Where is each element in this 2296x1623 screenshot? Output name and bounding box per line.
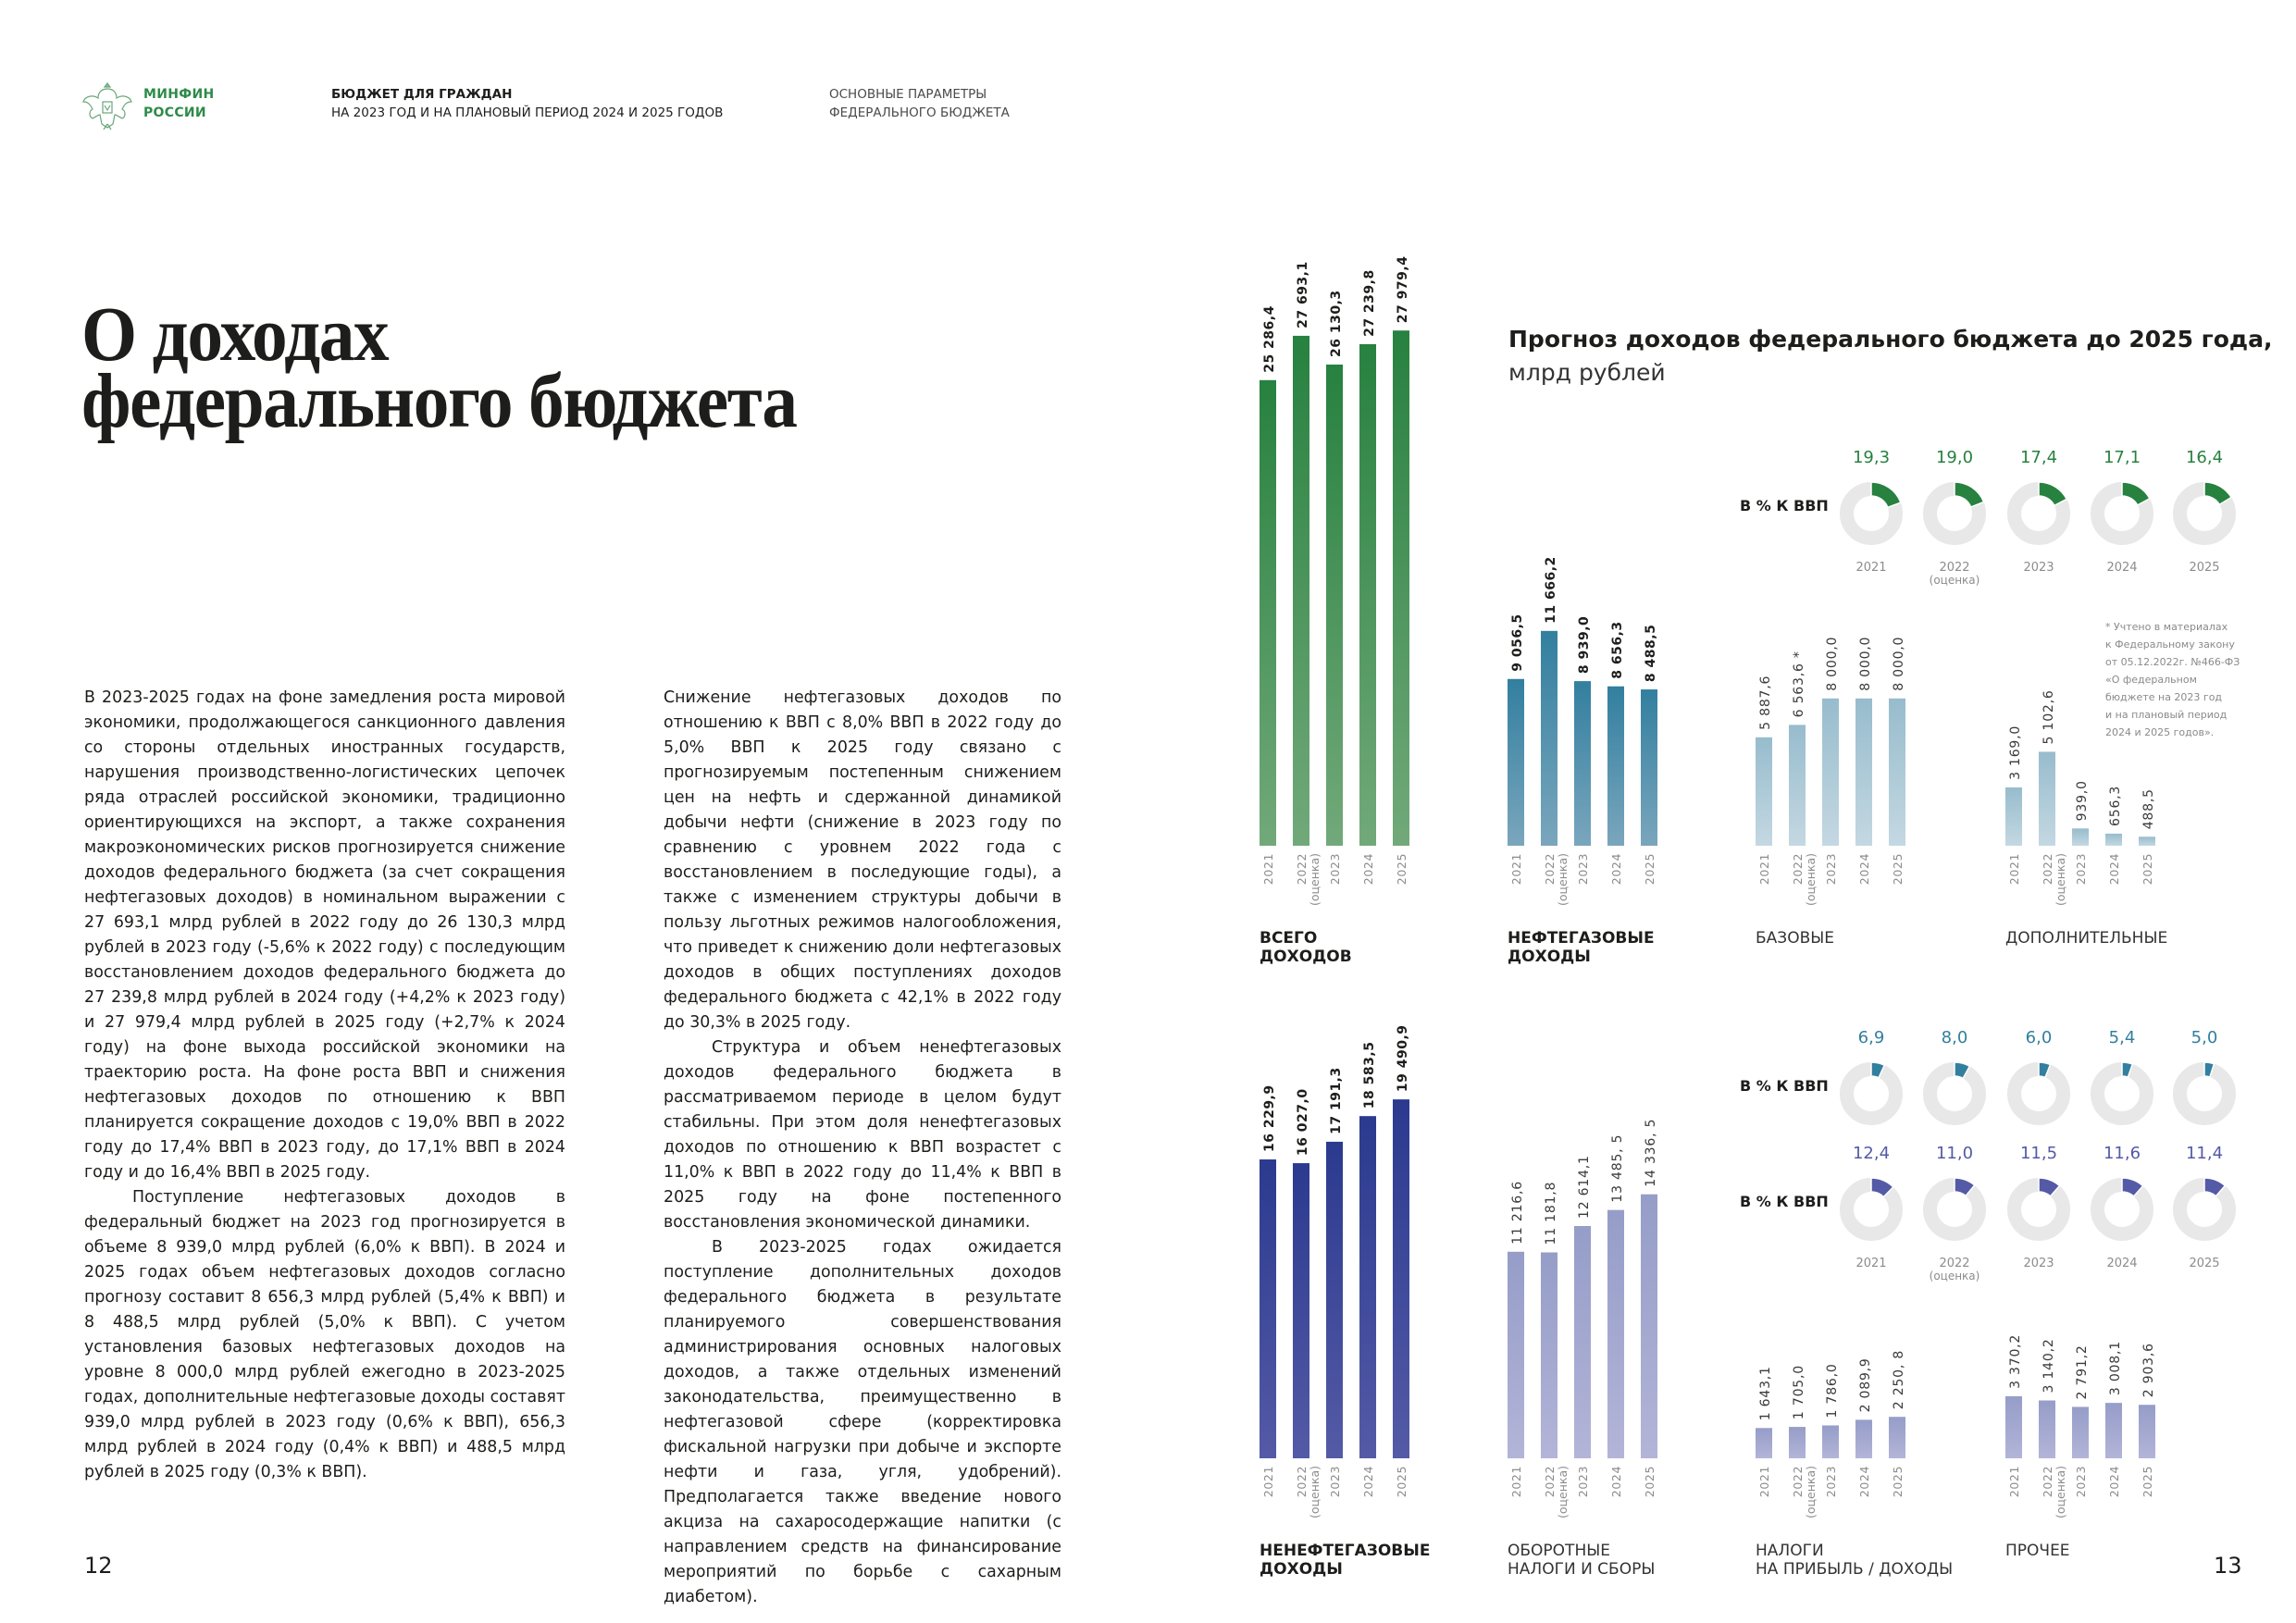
bar-value-label: 8 000,0	[1892, 636, 1906, 691]
year-tick-label: 2023	[1328, 1466, 1342, 1498]
category-label-line-2: ДОХОДОВ	[1260, 948, 1352, 966]
year-tick-label: 2021	[1757, 1466, 1771, 1498]
year-tick-label: 2025	[1395, 1466, 1409, 1498]
footnote-line: бюджете на 2023 год	[2105, 691, 2223, 703]
section-title-line-1: ОСНОВНЫЕ ПАРАМЕТРЫ	[829, 87, 987, 102]
bar-total-2024	[1359, 344, 1376, 846]
year-tick-label: 2021	[2007, 1466, 2021, 1498]
bar-group-additional	[2005, 689, 2156, 906]
bar-value-label: 656,3	[2108, 785, 2123, 826]
year-tick-label: 2024	[1857, 1466, 1871, 1498]
bar-oil-gas-2023	[1574, 681, 1591, 846]
bar-value-label: 14 336, 5	[1644, 1118, 1658, 1187]
bar-oil-gas-2022	[1541, 631, 1558, 846]
bar-total-2022	[1293, 336, 1309, 846]
bar-value-label: 488,5	[2141, 788, 2156, 830]
bar-value-label: 8 656,3	[1610, 621, 1625, 679]
donut-year-label: 2025	[2189, 1257, 2220, 1270]
year-tick-label: 2023	[1824, 853, 1838, 886]
bar-additional-2024	[2105, 834, 2122, 846]
chart-title: Прогноз доходов федерального бюджета до 2025 года,	[1508, 326, 2273, 353]
year-tick-label: 2025	[2141, 853, 2154, 886]
donut-value-label: 12,4	[1852, 1144, 1891, 1163]
bar-value-label: 27 693,1	[1296, 261, 1310, 328]
document-title-main: БЮДЖЕТ ДЛЯ ГРАЖДАН	[331, 87, 513, 102]
category-label-line-1: НЕФТЕГАЗОВЫЕ	[1508, 929, 1655, 948]
year-tick-note: (оценка)	[1804, 853, 1818, 906]
donut-row-non-oil-gas-gdp	[1847, 1144, 2229, 1234]
document-title-sub: НА 2023 ГОД И НА ПЛАНОВЫЙ ПЕРИОД 2024 И 2025 ГОДОВ	[331, 105, 724, 120]
footnote-line: 2024 и 2025 годов».	[2105, 726, 2215, 738]
year-tick-label: 2023	[1824, 1466, 1838, 1498]
bar-other-2025	[2139, 1405, 2155, 1458]
donut-year-label: 2021	[1855, 1257, 1887, 1270]
bar-other-2021	[2005, 1396, 2022, 1458]
donut-year-label: 2022	[1939, 1257, 1970, 1270]
bar-value-label: 3 008,1	[2108, 1341, 2123, 1396]
bar-value-label: 12 614,1	[1577, 1155, 1592, 1219]
year-tick-note: (оценка)	[1308, 1466, 1322, 1518]
donut-value-label: 11,0	[1935, 1144, 1974, 1163]
donut-share-2021	[1871, 482, 1901, 507]
category-label-line-1: ПРОЧЕЕ	[2005, 1542, 2070, 1560]
year-tick-label: 2023	[1328, 853, 1342, 886]
bar-value-label: 1 786,0	[1825, 1363, 1840, 1419]
donut-year-note: (оценка)	[1929, 1270, 1980, 1282]
year-tick-label: 2023	[2074, 1466, 2088, 1498]
year-tick-label: 2024	[1361, 1466, 1375, 1498]
chart-subtitle: млрд рублей	[1508, 359, 1666, 386]
year-tick-label: 2022	[1543, 1466, 1557, 1498]
donut-value-label: 11,5	[2019, 1144, 2058, 1163]
footnote-line: * Учтено в материалах	[2105, 621, 2228, 633]
footnote-line: и на плановый период	[2105, 709, 2228, 721]
category-label-line-2: НАЛОГИ И СБОРЫ	[1508, 1560, 1656, 1579]
bar-value-label: 1 705,0	[1792, 1365, 1806, 1420]
year-tick-note: (оценка)	[1556, 1466, 1570, 1518]
bar-value-label: 27 239,8	[1362, 269, 1377, 337]
bar-oil-gas-2021	[1508, 679, 1524, 846]
year-tick-note: (оценка)	[1556, 853, 1570, 906]
category-label-line-1: ОБОРОТНЫЕ	[1508, 1542, 1610, 1560]
year-tick-label: 2024	[1361, 853, 1375, 886]
bar-group-turnover-taxes	[1508, 1119, 1658, 1518]
donut-value-label: 6,0	[2025, 1028, 2053, 1047]
category-label-line-1: БАЗОВЫЕ	[1756, 929, 1834, 948]
bar-value-label: 27 979,4	[1396, 255, 1410, 324]
donut-year-note: (оценка)	[1929, 574, 1980, 587]
bar-value-label: 18 583,5	[1362, 1041, 1377, 1109]
bar-group-profit-income-taxes	[1756, 1350, 1906, 1518]
bar-non-oil-gas-2024	[1359, 1116, 1376, 1458]
footnote-line: от 05.12.2022г. №466-ФЗ	[2105, 656, 2240, 668]
year-tick-label: 2022	[1791, 853, 1805, 886]
bar-non-oil-gas-2023	[1326, 1142, 1343, 1458]
year-tick-label: 2024	[2107, 1466, 2121, 1498]
bar-group-other	[2005, 1334, 2156, 1518]
bar-group-oil-gas	[1508, 556, 1658, 906]
bar-total-2025	[1393, 330, 1409, 846]
bar-oil-gas-2024	[1607, 687, 1624, 846]
bar-group-total	[1260, 256, 1410, 906]
bar-value-label: 11 666,2	[1544, 556, 1558, 624]
bar-value-label: 5 102,6	[2042, 689, 2056, 745]
donut-year-label: 2023	[2023, 561, 2054, 575]
bar-value-label: 1 643,1	[1758, 1366, 1773, 1421]
donut-year-label: 2024	[2106, 561, 2138, 575]
bar-value-label: 11 181,8	[1544, 1181, 1558, 1245]
bar-other-2023	[2072, 1406, 2089, 1458]
bar-value-label: 11 216,6	[1510, 1181, 1525, 1245]
bar-base-2021	[1756, 737, 1772, 846]
year-tick-label: 2021	[1509, 1466, 1523, 1498]
year-tick-note: (оценка)	[2054, 1466, 2067, 1518]
year-tick-label: 2021	[1757, 853, 1771, 886]
bar-value-label: 13 485, 5	[1610, 1134, 1625, 1203]
bar-value-label: 16 229,9	[1262, 1084, 1277, 1153]
year-tick-label: 2025	[2141, 1466, 2154, 1498]
paragraph: В 2023-2025 годах ожидается поступление дополнительных доходов федерального бюджета в результате планируемого совершенствования администрирования основных налоговых доходов, а также отдельных изменений законодательства, преимущественно в нефтегазовой сфере (корректировка фискальной нагрузки при добыче и экспорте нефти и газа, угля, удобрений). Предполагается также введение нового акциза на сахаросодержащие напитки (с направлением средств на финансирование мероприятий по борьбе с сахарным диабетом).	[664, 1238, 1061, 1606]
gdp-share-label: В % К ВВП	[1740, 1077, 1829, 1095]
bar-other-2022	[2039, 1401, 2055, 1458]
bar-additional-2025	[2139, 836, 2155, 846]
bar-turnover-taxes-2024	[1607, 1210, 1624, 1458]
footnote-line: «О федеральном	[2105, 674, 2197, 686]
bar-value-label: 3 370,2	[2008, 1333, 2023, 1389]
paragraph: Снижение нефтегазовых доходов по отношению к ВВП с 8,0% ВВП в 2022 году до 5,0% ВВП к 2025 году связано с прогнозируемым постепенным снижением цен на нефть и сдержанной динамикой добычи нефти (снижение в 2023 году по сравнению с уровнем 2022 года с восстановлением в последующие годы), а также с изменением структуры добычи в пользу льготных режимов налогообложения, что приведет к снижению доли нефтегазовых доходов в общих поступлениях доходов федерального бюджета с 42,1% в 2022 году до 30,3% в 2025 году.	[664, 688, 1061, 1032]
donut-value-label: 8,0	[1941, 1028, 1968, 1047]
page-title-line-1: О доходах	[81, 291, 389, 378]
donut-value-label: 19,0	[1935, 448, 1974, 467]
donut-year-label: 2023	[2023, 1257, 2054, 1270]
year-tick-label: 2021	[1261, 1466, 1275, 1498]
bar-value-label: 8 000,0	[1858, 636, 1873, 691]
year-tick-label: 2024	[2107, 853, 2121, 886]
bar-base-2023	[1822, 699, 1839, 846]
donut-value-label: 6,9	[1857, 1028, 1885, 1047]
category-label-line-2: ДОХОДЫ	[1508, 948, 1591, 966]
year-tick-label: 2023	[2074, 853, 2088, 886]
bar-group-non-oil-gas	[1260, 1024, 1410, 1518]
year-tick-label: 2022	[1543, 853, 1557, 886]
bar-additional-2022	[2039, 751, 2055, 846]
bar-turnover-taxes-2023	[1574, 1226, 1591, 1458]
bar-base-2022	[1789, 725, 1806, 846]
bar-profit-income-taxes-2021	[1756, 1428, 1772, 1458]
year-tick-label: 2022	[2041, 853, 2054, 886]
donut-value-label: 19,3	[1852, 448, 1891, 467]
category-label-line-1: ВСЕГО	[1260, 929, 1318, 948]
year-tick-label: 2021	[1509, 853, 1523, 886]
donut-value-label: 17,4	[2019, 448, 2058, 467]
year-tick-label: 2022	[1295, 1466, 1309, 1498]
gdp-share-label: В % К ВВП	[1740, 1193, 1829, 1210]
donut-year-label: 2024	[2106, 1257, 2138, 1270]
page-title-line-2: федерального бюджета	[81, 358, 797, 444]
section-title-line-2: ФЕДЕРАЛЬНОГО БЮДЖЕТА	[829, 105, 1010, 120]
bar-oil-gas-2025	[1641, 689, 1657, 846]
donut-value-label: 16,4	[2185, 448, 2224, 467]
bar-profit-income-taxes-2023	[1822, 1425, 1839, 1458]
year-tick-label: 2024	[1857, 853, 1871, 886]
bar-value-label: 8 488,5	[1644, 624, 1658, 683]
year-tick-label: 2025	[1395, 853, 1409, 886]
page-number-left: 12	[84, 1553, 113, 1579]
donut-year-label: 2022	[1939, 561, 1970, 575]
year-tick-label: 2023	[1576, 1466, 1590, 1498]
bar-turnover-taxes-2021	[1508, 1252, 1524, 1458]
paragraph: Структура и объем ненефтегазовых доходов федерального бюджета в рассматриваемом периоде в целом будут стабильны. При этом доля ненефтегазовых доходов по отношению к ВВП возрастет с 11,0% к ВВП в 2022 году до 11,4% к ВВП в 2025 году на фоне постепенного восстановления экономической динамики.	[664, 1038, 1061, 1232]
category-label-line-1: НЕНЕФТЕГАЗОВЫЕ	[1260, 1542, 1431, 1560]
year-tick-label: 2021	[1261, 853, 1275, 886]
bar-value-label: 3 140,2	[2042, 1338, 2056, 1394]
brand-line-1: МИНФИН	[143, 87, 215, 102]
year-tick-label: 2022	[1295, 853, 1309, 886]
donut-year-labels	[1855, 1257, 2219, 1282]
donut-share-2023	[2039, 482, 2066, 505]
bar-turnover-taxes-2025	[1641, 1195, 1657, 1458]
bar-non-oil-gas-2021	[1260, 1159, 1276, 1458]
donut-share-2022	[1955, 482, 1984, 507]
bar-value-label: 16 027,0	[1296, 1088, 1310, 1157]
year-tick-label: 2021	[2007, 853, 2021, 886]
category-label-line-1: НАЛОГИ	[1756, 1542, 1824, 1560]
donut-year-labels	[1855, 561, 2219, 587]
bar-non-oil-gas-2022	[1293, 1163, 1309, 1458]
category-label-line-2: ДОХОДЫ	[1260, 1560, 1343, 1579]
year-tick-label: 2022	[1791, 1466, 1805, 1498]
donut-value-label: 11,4	[2185, 1144, 2224, 1163]
year-tick-label: 2025	[1891, 1466, 1905, 1498]
donut-row-total-gdp	[1847, 448, 2232, 539]
bar-group-base	[1756, 637, 1906, 906]
donut-value-label: 17,1	[2103, 448, 2141, 467]
bar-non-oil-gas-2025	[1393, 1099, 1409, 1458]
donut-year-label: 2021	[1855, 561, 1887, 575]
bar-profit-income-taxes-2022	[1789, 1427, 1806, 1458]
page-number-right: 13	[2214, 1553, 2242, 1579]
year-tick-label: 2025	[1891, 853, 1905, 886]
bar-base-2024	[1855, 699, 1872, 846]
paragraph: В 2023-2025 годах на фоне замедления роста мировой экономики, продолжающегося санкционного давления со стороны отдельных иностранных государств, нарушения производственно-логистических цепочек ряда отраслей российской экономики, традиционно ориентирующихся на экспорт, а также сохранения макроэкономических рисков прогнозируется снижение доходов федерального бюджета (за счет сокращения нефтегазовых доходов) в номинальном выражении с 27 693,1 млрд рублей в 2022 году до 26 130,3 млрд рублей в 2023 году (-5,6% к 2022 году) с последующим восстановлением доходов федерального бюджета до 27 239,8 млрд рублей в 2024 году (+4,2% к 2023 году) и 27 979,4 млрд рублей в 2025 году (+2,7% к 2024 году) на фоне выхода российской экономики на траекторию роста. На фоне роста ВВП и снижения нефтегазовых доходов по отношению к ВВП планируется сокращение доходов с 19,0% ВВП в 2022 году до 17,4% ВВП в 2023 году, до 17,1% ВВП в 2024 году и до 16,4% ВВП в 2025 году.	[84, 688, 565, 1182]
bar-value-label: 939,0	[2075, 780, 2090, 822]
bar-turnover-taxes-2022	[1541, 1252, 1558, 1458]
bar-total-2023	[1326, 365, 1343, 846]
year-tick-note: (оценка)	[1804, 1466, 1818, 1518]
brand-line-2: РОССИИ	[143, 105, 206, 120]
bar-profit-income-taxes-2025	[1889, 1417, 1905, 1458]
bar-additional-2023	[2072, 828, 2089, 846]
donut-value-label: 5,0	[2191, 1028, 2218, 1047]
year-tick-label: 2025	[1643, 853, 1657, 886]
donut-value-label: 11,6	[2103, 1144, 2141, 1163]
year-tick-label: 2024	[1609, 1466, 1623, 1498]
category-label-line-1: ДОПОЛНИТЕЛЬНЫЕ	[2005, 929, 2168, 948]
year-tick-label: 2022	[2041, 1466, 2054, 1498]
bar-additional-2021	[2005, 787, 2022, 846]
donut-year-label: 2025	[2189, 561, 2220, 575]
bar-value-label: 5 887,6	[1758, 675, 1773, 730]
bar-total-2021	[1260, 380, 1276, 846]
year-tick-note: (оценка)	[1308, 853, 1322, 906]
bar-value-label: 2 250, 8	[1892, 1349, 1906, 1410]
bar-value-label: 26 130,3	[1329, 290, 1344, 358]
bar-value-label: 9 056,5	[1510, 613, 1525, 672]
bar-value-label: 17 191,3	[1329, 1067, 1344, 1134]
donut-row-oil-gas-gdp	[1847, 1028, 2229, 1119]
bar-other-2024	[2105, 1403, 2122, 1458]
bar-value-label: 8 000,0	[1825, 636, 1840, 691]
paragraph: Поступление нефтегазовых доходов в федеральный бюджет на 2023 год прогнозируется в объеме 8 939,0 млрд рублей (6,0% к ВВП). В 2024 и 2025 годах объем нефтегазовых доходов согласно прогнозу составит 8 656,3 млрд рублей (5,4% к ВВП) и 8 488,5 млрд рублей (5,0% к ВВП). С учетом установления базовых нефтегазовых доходов на уровне 8 000,0 млрд рублей ежегодно в 2023-2025 годах, дополнительные нефтегазовые доходы составят 939,0 млрд рублей в 2023 году (0,6% к ВВП), 656,3 млрд рублей в 2024 году (0,4% к ВВП) и 488,5 млрд рублей в 2025 году (0,3% к ВВП).	[84, 1188, 565, 1481]
year-tick-label: 2023	[1576, 853, 1590, 886]
category-label-line-2: НА ПРИБЫЛЬ / ДОХОДЫ	[1756, 1560, 1954, 1579]
bar-value-label: 2 903,6	[2141, 1343, 2156, 1398]
bar-value-label: 19 490,9	[1396, 1024, 1410, 1093]
bar-value-label: 25 286,4	[1262, 305, 1277, 373]
bar-value-label: 6 563,6 *	[1792, 650, 1806, 718]
donut-value-label: 5,4	[2108, 1028, 2136, 1047]
bar-value-label: 2 089,9	[1858, 1357, 1873, 1413]
gdp-share-label: В % К ВВП	[1740, 497, 1829, 514]
bar-value-label: 2 791,2	[2075, 1344, 2090, 1400]
year-tick-label: 2024	[1609, 853, 1623, 886]
year-tick-note: (оценка)	[2054, 853, 2067, 906]
footnote-line: к Федеральному закону	[2105, 638, 2235, 650]
bar-value-label: 8 939,0	[1577, 615, 1592, 675]
year-tick-label: 2025	[1643, 1466, 1657, 1498]
bar-value-label: 3 169,0	[2008, 725, 2023, 780]
bar-base-2025	[1889, 699, 1905, 846]
bar-profit-income-taxes-2024	[1855, 1419, 1872, 1458]
